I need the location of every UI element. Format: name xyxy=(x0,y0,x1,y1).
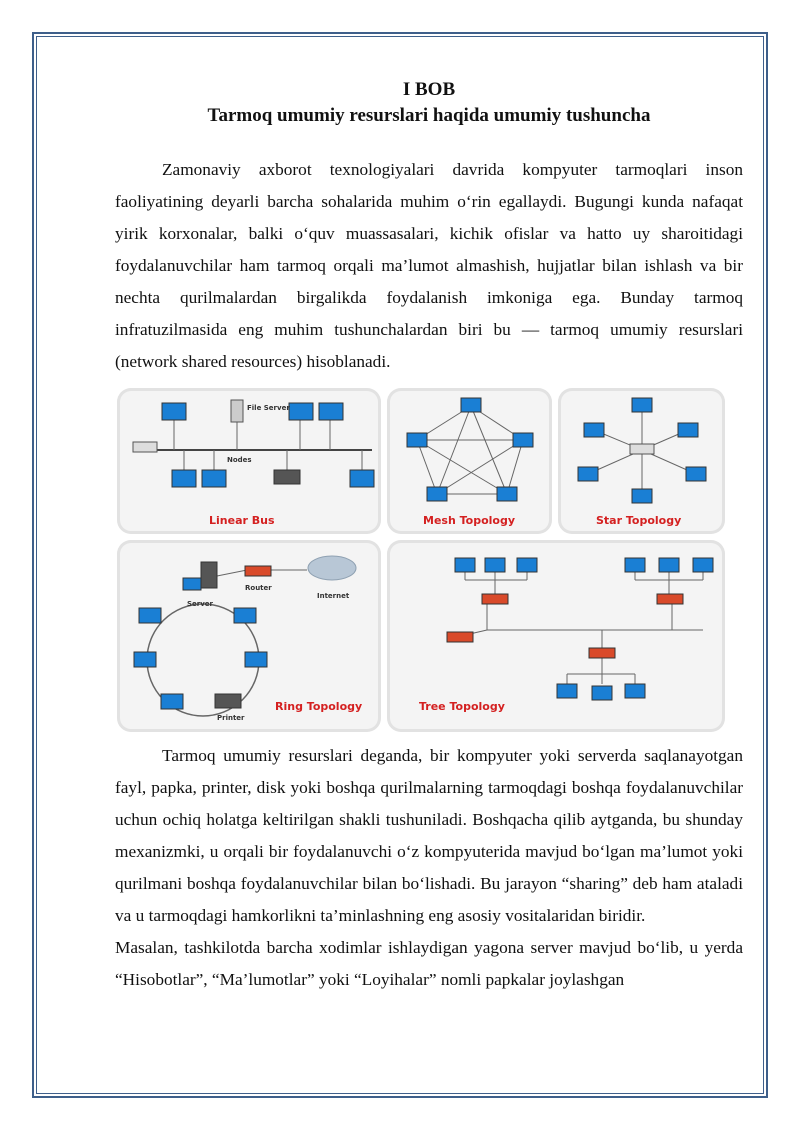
paragraph-1: Zamonaviy axborot texnologiyalari davrida kompyuter tarmoqlari inson faoliyatining deyarli barcha sohalarida muhim o‘rin egallaydi. Bugungi kunda nafaqat yirik korxonalar, balki o‘quv muassasalari, kichik ofislar va hatto uy sharoitidagi foydalanuvchilar ham tarmoq orqali ma’lumot almashish, hujjatlar bilan ishlash va bir nechta qurilmalardan birgalikda foydalanish imkoniga ega. Bunday tarmoq infratuzilmasida eng muhim tushunchalardan biri bu — tarmoq umumiy resurslari (network shared resources) hisoblanadi. xyxy=(115,160,743,371)
linear-bus-diagram xyxy=(117,388,381,534)
section-title: Tarmoq umumiy resurslari haqida umumiy tushuncha xyxy=(207,105,651,126)
paragraph-3: Masalan, tashkilotda barcha xodimlar ishlaydigan yagona server mavjud bo‘lib, u yerda “Hisobotlar”, “Ma’lumotlar” yoki “Loyihalar” nomli papkalar joylashgan xyxy=(115,938,743,989)
tree-diagram xyxy=(387,540,725,732)
nodes-label: Nodes xyxy=(227,456,252,464)
chapter-heading: I BOB xyxy=(402,79,456,100)
mesh-diagram xyxy=(387,388,552,534)
star-label: Star Topology xyxy=(596,514,682,527)
linear-bus-panel xyxy=(117,388,381,534)
printer-label: Printer xyxy=(217,714,245,722)
file-server-label: File Server xyxy=(247,404,290,412)
ring-diagram xyxy=(117,540,381,732)
ring-panel xyxy=(117,540,381,732)
ring-label: Ring Topology xyxy=(275,700,363,713)
paragraph-2: Tarmoq umumiy resurslari deganda, bir kompyuter yoki serverda saqlanayotgan fayl, papka, printer, disk yoki boshqa qurilmalarning tarmoqdagi boshqa foydalanuvchilar uchun ochiq holatga keltirilgan shakli tushuniladi. Boshqacha qilib aytganda, bu shunday mexanizmki, u orqali bir foydalanuvchi o‘z kompyuterida mavjud bo‘lgan ma’lumot yoki qurilmani boshqa foydalanuvchilar bilan bo‘lishadi. Bu jarayon “sharing” deb ham ataladi va u tarmoqdagi hamkorlikni ta’minlashning eng asosiy vositalaridan biridir. xyxy=(115,746,743,925)
internet-label: Internet xyxy=(317,592,350,600)
tree-label: Tree Topology xyxy=(419,700,505,713)
star-panel xyxy=(558,388,725,534)
mesh-label: Mesh Topology xyxy=(423,514,516,527)
topology-figure xyxy=(117,388,725,732)
router-label: Router xyxy=(245,584,272,592)
star-diagram xyxy=(558,388,725,534)
document-body xyxy=(115,78,743,996)
linear-bus-label: Linear Bus xyxy=(209,514,275,527)
tree-panel xyxy=(387,540,725,732)
server-label: Server xyxy=(187,600,214,608)
mesh-panel xyxy=(387,388,552,534)
